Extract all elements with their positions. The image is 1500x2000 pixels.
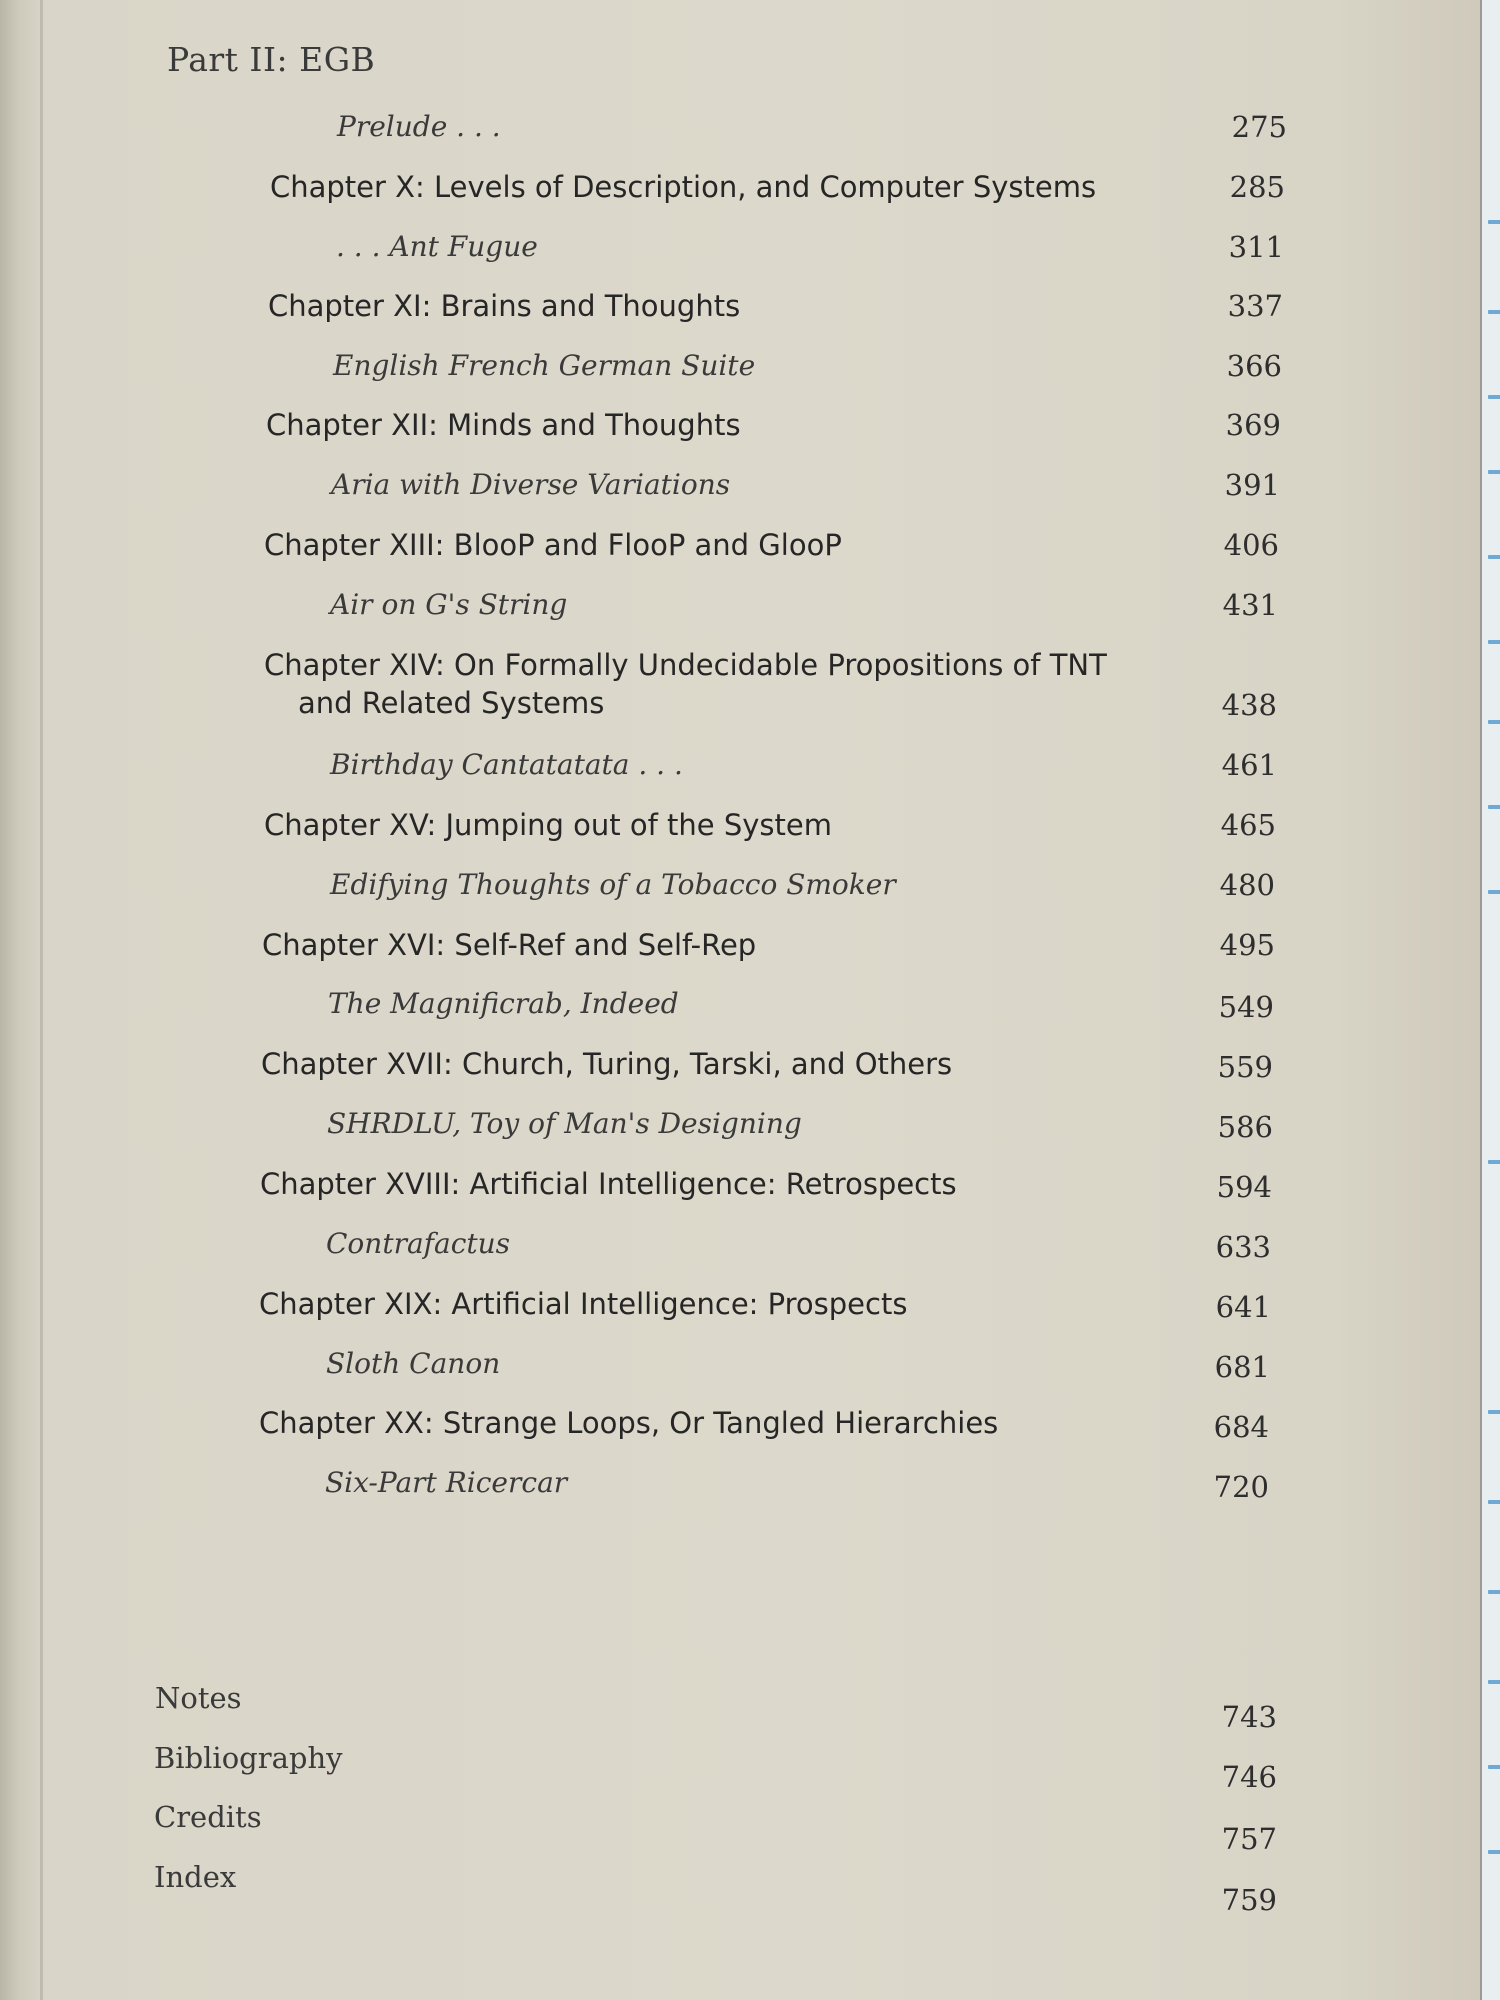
ruled-line-mark [1488,1160,1500,1164]
part-title: Part II: EGB [167,40,376,79]
toc-entry-index: Index [154,1860,237,1894]
toc-page-chapter-xx: 684 [1213,1410,1269,1444]
toc-page-credits: 757 [1221,1822,1277,1856]
ruled-line-mark [1488,1590,1500,1594]
toc-entry-bibliography: Bibliography [154,1741,343,1775]
toc-entry-chapter-xiv-continuation: and Related Systems [298,686,605,720]
ruled-line-mark [1488,640,1500,644]
toc-page-the-magnificrab-indeed: 549 [1218,990,1274,1024]
toc-page-shrdlu: 586 [1217,1110,1273,1144]
toc-page-chapter-xviii: 594 [1216,1170,1272,1204]
toc-entry-shrdlu: SHRDLU, Toy of Man's Designing [327,1107,802,1140]
ruled-line-mark [1488,310,1500,314]
ruled-line-mark [1488,1410,1500,1414]
toc-page-chapter-xii: 369 [1225,408,1281,442]
toc-entry-sloth-canon: Sloth Canon [326,1347,501,1380]
toc-entry-chapter-xviii: Chapter XVIII: Artificial Intelligence: Retrospects [260,1167,957,1201]
toc-page-chapter-xvii: 559 [1217,1050,1273,1084]
toc-page-six-part-ricercar: 720 [1213,1470,1269,1504]
toc-page-chapter-xix: 641 [1215,1290,1271,1324]
toc-page-bibliography: 746 [1221,1760,1277,1794]
toc-page-aria-with-diverse-variations: 391 [1224,468,1280,502]
toc-page-english-french-german-suite: 366 [1226,349,1282,383]
toc-entry-chapter-xiii: Chapter XIII: BlooP and FlooP and GlooP [264,528,842,562]
toc-entry-chapter-xiv: Chapter XIV: On Formally Undecidable Propositions of TNT [264,648,1107,682]
toc-entry-six-part-ricercar: Six-Part Ricercar [325,1466,568,1499]
toc-page-air-on-gs-string: 431 [1222,588,1278,622]
toc-entry-credits: Credits [154,1800,262,1834]
toc-page-chapter-xv: 465 [1220,808,1276,842]
toc-entry-chapter-xii: Chapter XII: Minds and Thoughts [266,408,741,442]
toc-entry-birthday-cantatatata: Birthday Cantatatata . . . [330,748,683,781]
toc-page-birthday-cantatatata: 461 [1221,748,1277,782]
ruled-line-mark [1488,1765,1500,1769]
ruled-line-mark [1488,470,1500,474]
toc-page-chapter-xiv: 438 [1221,688,1277,722]
toc-entry-edifying-thoughts: Edifying Thoughts of a Tobacco Smoker [330,868,896,901]
toc-entry-notes: Notes [155,1681,242,1715]
underlying-notebook-edge [1480,0,1500,2000]
ruled-line-mark [1488,395,1500,399]
toc-entry-chapter-xx: Chapter XX: Strange Loops, Or Tangled Hierarchies [259,1406,999,1440]
toc-entry-chapter-xvi: Chapter XVI: Self-Ref and Self-Rep [262,928,757,962]
toc-page-chapter-x: 285 [1229,170,1285,204]
ruled-line-mark [1488,220,1500,224]
toc-page-index: 759 [1221,1883,1277,1917]
toc-entry-chapter-xix: Chapter XIX: Artificial Intelligence: Prospects [259,1287,908,1321]
toc-page-chapter-xvi: 495 [1219,928,1275,962]
toc-entry-ant-fugue: . . . Ant Fugue [336,230,538,263]
toc-page-notes: 743 [1221,1700,1277,1734]
toc-entry-prelude: Prelude . . . [337,110,501,143]
ruled-line-mark [1488,555,1500,559]
toc-page-contrafactus: 633 [1215,1230,1271,1264]
ruled-line-mark [1488,890,1500,894]
ruled-line-mark [1488,1680,1500,1684]
ruled-line-mark [1488,805,1500,809]
toc-entry-chapter-xvii: Chapter XVII: Church, Turing, Tarski, and Others [261,1047,953,1081]
toc-page-ant-fugue: 311 [1228,230,1284,264]
toc-entry-air-on-gs-string: Air on G's String [330,588,568,621]
toc-page-chapter-xiii: 406 [1223,528,1279,562]
toc-page-sloth-canon: 681 [1214,1350,1270,1384]
toc-page-chapter-xi: 337 [1227,289,1283,323]
toc-page-edifying-thoughts: 480 [1219,868,1275,902]
ruled-line-mark [1488,1500,1500,1504]
toc-entry-chapter-x: Chapter X: Levels of Description, and Computer Systems [270,170,1097,204]
ruled-line-mark [1488,1850,1500,1854]
toc-entry-contrafactus: Contrafactus [326,1227,511,1260]
toc-page-prelude: 275 [1231,110,1287,144]
toc-entry-english-french-german-suite: English French German Suite [333,349,756,382]
ruled-line-mark [1488,720,1500,724]
toc-entry-chapter-xv: Chapter XV: Jumping out of the System [264,808,832,842]
toc-entry-aria-with-diverse-variations: Aria with Diverse Variations [331,468,731,501]
toc-entry-the-magnificrab-indeed: The Magnificrab, Indeed [328,987,679,1020]
toc-entry-chapter-xi: Chapter XI: Brains and Thoughts [268,289,741,323]
